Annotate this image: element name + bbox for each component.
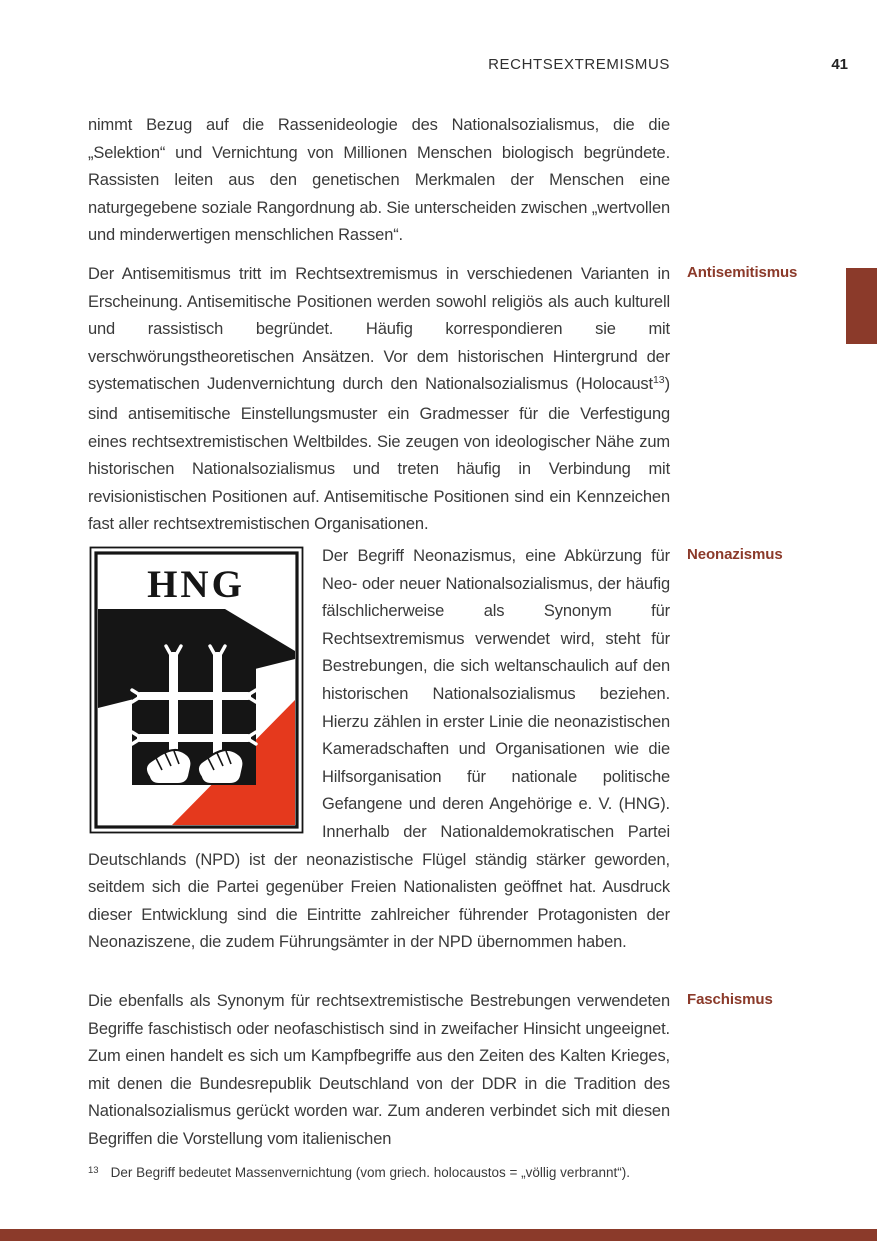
logo-wordmark: HNG <box>147 563 245 606</box>
chapter-edge-tab <box>846 268 877 344</box>
section-faschismus <box>88 988 773 1154</box>
margin-label-faschismus: Faschismus <box>687 991 773 1008</box>
footnote-text: Der Begriff bedeutet Massenvernichtung (vom griech. holocaustos = „völlig verbrannt“). <box>110 1165 630 1180</box>
paragraph-text: ) sind antisemitische Einstellungsmuster ein Gradmesser für die Verfestigung eines rechtsextremistischen Weltbildes. Sie zeugen von ideologischer Nähe zum historischen Nationalsozialismus und treten häufig in Verbindung mit revisionistischen Positionen auf. Antisemitische Positionen sind ein Kennzeichen fast aller rechtsextremistischen Organisationen. <box>88 375 670 534</box>
body-paragraph: nimmt Bezug auf die Rassenideologie des Nationalsozialismus, die die „Selektion“ und Vernichtung von Millionen Menschen biologisch begründete. Rassisten leiten aus den genetischen Merkmalen der Menschen eine naturgegebene soziale Rangordnung ab. Sie unterscheiden zwischen „wertvollen und minderwertigen menschlichen Rassen“. <box>88 116 670 245</box>
margin-label-neonazismus: Neonazismus <box>687 546 783 563</box>
hng-logo-svg <box>88 545 305 835</box>
footnote-reference: 13 <box>652 374 665 387</box>
body-paragraph: Der Begriff Neonazismus, eine Abkürzung für Neo- oder neuer Nationalsozialismus, der häufig fälschlicherweise als Synonym für Rechtsextremismus verwendet wird, steht für Bestrebungen, die sich weltanschaulich auf den historischen Nationalsozialismus beziehen. Hierzu zählen in erster Linie die neonazistischen Kameradschaften und Organisationen wie die Hilfsorganisation für nationale politische Gefangene und deren Angehörige e. V. (HNG). Innerhalb der Nationaldemokratischen Partei Deutschlands (NPD) ist der neonazistische Flügel ständig stärker geworden, seitdem sich die Partei gegenüber Freien Nationalisten geöffnet hat. Ausdruck dieser Entwicklung sind die Eintritte zahlreicher führender Protagonisten der Neonaziszene, die zudem Führungsämter in der NPD übernommen haben. <box>88 547 670 952</box>
paragraph-text: Der Antisemitismus tritt im Rechtsextremismus in verschiedenen Varianten in Erscheinung. Antisemitische Positionen werden sowohl religiös als auch kulturell und rassistisch begründet. Häufig korrespondieren sie mit verschwörungstheoretischen Ansätzen. Vor dem historischen Hintergrund der systematischen Judenvernichtung durch den Nationalsozialismus (Holocaust <box>88 265 670 394</box>
footnote-number: 13 <box>88 1165 99 1176</box>
section-antisemitismus <box>88 261 798 539</box>
body-paragraph <box>88 261 670 539</box>
section-neonazismus <box>88 543 783 957</box>
page-number: 41 <box>831 56 848 73</box>
body-paragraph: Die ebenfalls als Synonym für rechtsextremistische Bestrebungen verwendeten Begriffe faschistisch oder neofaschistisch sind in zweifacher Hinsicht ungeeignet. Zum einen handelt es sich um Kampfbegriffe aus den Zeiten des Kalten Krieges, mit denen die Bundesrepublik Deutschland von der DDR in die Tradition des Nationalsozialismus gerückt worden war. Zum anderen verbindet sich mit diesen Begriffen die Vorstellung vom italienischen <box>88 992 670 1148</box>
section-rassismus-continuation <box>88 112 670 250</box>
footnote <box>88 1164 670 1184</box>
hng-logo-image <box>88 545 305 835</box>
running-header-title: RECHTSEXTREMISMUS <box>488 56 670 73</box>
bottom-edge-bar <box>0 1229 877 1241</box>
margin-label-antisemitismus: Antisemitismus <box>687 264 798 281</box>
